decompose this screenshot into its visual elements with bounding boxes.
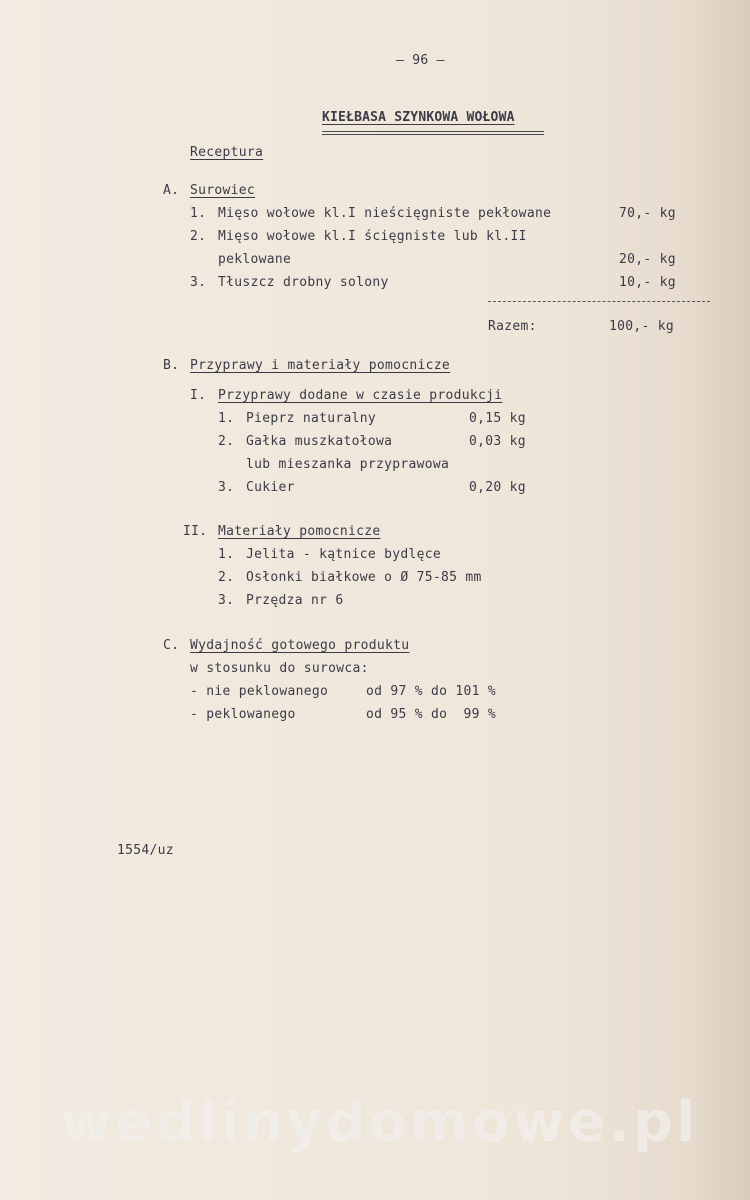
subsection-numeral: II. — [183, 524, 208, 539]
list-item-text: Jelita - kątnice bydlęce — [246, 547, 442, 562]
subsection-heading: Przyprawy dodane w czasie produkcji — [218, 388, 503, 403]
list-item-num: 3. — [218, 480, 235, 495]
list-item-text: Mięso wołowe kl.I ścięgniste lub kl.II — [218, 229, 527, 244]
title-double-underline — [322, 131, 544, 132]
yield-row-label: - peklowanego — [190, 707, 296, 722]
list-item-num: 2. — [218, 570, 235, 585]
footer-reference: 1554/uz — [117, 843, 174, 858]
watermark: wedlinydomowe.pl — [60, 1090, 699, 1155]
document-title: KIEŁBASA SZYNKOWA WOŁOWA — [322, 110, 515, 125]
total-separator — [488, 301, 710, 302]
list-item-num: 1. — [190, 206, 207, 221]
list-item-num: 3. — [218, 593, 235, 608]
list-item-text: Mięso wołowe kl.I nieścięgniste pekłowane — [218, 206, 552, 221]
total-label: Razem: — [488, 319, 537, 334]
page-number: — 96 — — [396, 53, 445, 68]
section-b-letter: B. — [163, 358, 180, 373]
list-item-amount: 70,- kg — [619, 206, 676, 221]
subsection-heading: Materiały pomocnicze — [218, 524, 381, 539]
section-b-heading: Przyprawy i materiały pomocnicze — [190, 358, 451, 373]
section-label: Receptura — [190, 145, 264, 160]
list-item-num: 3. — [190, 275, 207, 290]
list-item-text-continued: peklowane — [218, 252, 292, 267]
section-c-heading: Wydajność gotowego produktu — [190, 638, 410, 653]
list-item-num: 1. — [218, 411, 235, 426]
section-c-letter: C. — [163, 638, 180, 653]
section-c-subtext: w stosunku do surowca: — [190, 661, 369, 676]
list-item-text: Pieprz naturalny — [246, 411, 377, 426]
list-item-text: Przędza nr 6 — [246, 593, 344, 608]
list-item-amount: 10,- kg — [619, 275, 676, 290]
subsection-numeral: I. — [190, 388, 207, 403]
total-value: 100,- kg — [609, 319, 675, 334]
list-item-text-continued: lub mieszanka przyprawowa — [246, 457, 450, 472]
section-a-letter: A. — [163, 183, 180, 198]
list-item-num: 2. — [218, 434, 235, 449]
list-item-text: Osłonki białkowe o Ø 75-85 mm — [246, 570, 482, 585]
list-item-num: 2. — [190, 229, 207, 244]
list-item-num: 1. — [218, 547, 235, 562]
list-item-amount: 20,- kg — [619, 252, 676, 267]
list-item-text: Cukier — [246, 480, 295, 495]
yield-row-range: od 97 % do 101 % — [366, 684, 497, 699]
list-item-amount: 0,20 kg — [469, 480, 526, 495]
list-item-amount: 0,15 kg — [469, 411, 526, 426]
list-item-text: Tłuszcz drobny solony — [218, 275, 389, 290]
list-item-amount: 0,03 kg — [469, 434, 526, 449]
yield-row-range: od 95 % do 99 % — [366, 707, 497, 722]
section-a-heading: Surowiec — [190, 183, 256, 198]
list-item-text: Gałka muszkatołowa — [246, 434, 393, 449]
yield-row-label: - nie peklowanego — [190, 684, 329, 699]
